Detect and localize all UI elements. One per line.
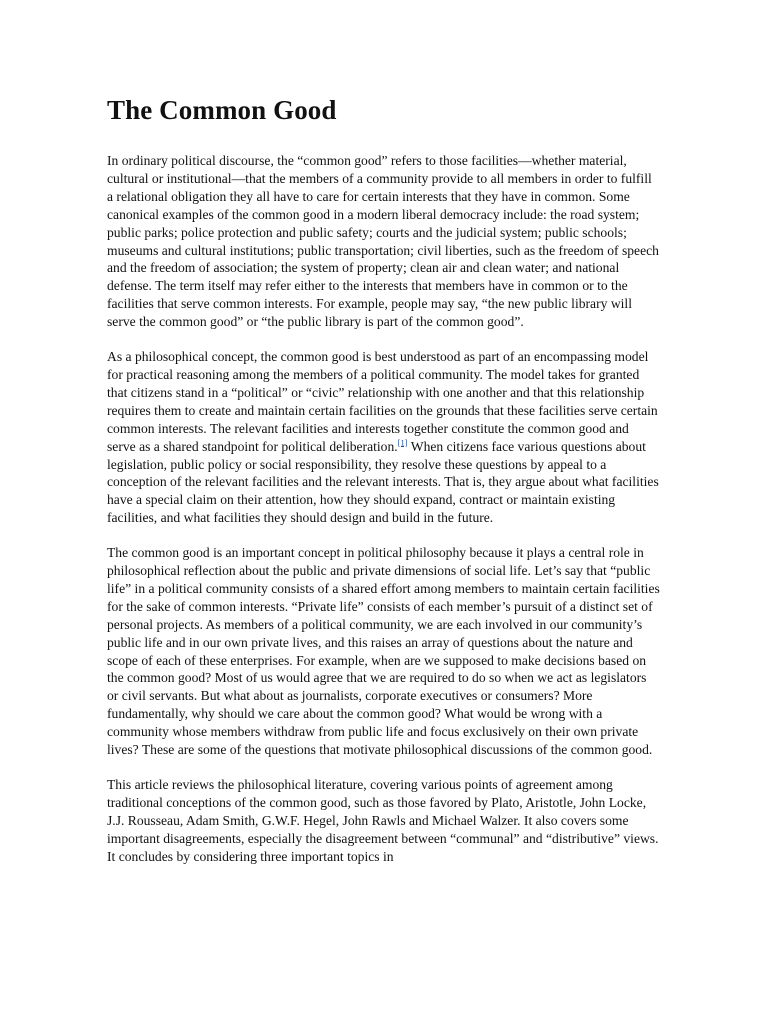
paragraph-importance: The common good is an important concept in political philosophy because it plays a central role in philosophical reflection about the public and private dimensions of social life. Let’s say that “public life” in a political community consists of a shared effort among members to maintain certain facilities for the sake of common interests. “Private life” consists of each member’s pursuit of a distinct set of personal projects. As members of a political community, we are each involved in our community’s public life and in our own private lives, and this raises an array of questions about the nature and scope of each of these enterprises. For example, when are we supposed to make decisions based on the common good? Most of us would agree that we are required to do so when we act as legislators or civil servants. But what about as journalists, corporate executives or consumers? More fundamentally, why should we care about the common good? What would be wrong with a community whose members withdraw from public life and focus exclusively on their own private lives? These are some of the questions that motivate philosophical discussions of the common good. <box>107 545 660 758</box>
footnote-superscript <box>398 437 408 447</box>
paragraph-text-before-footnote: As a philosophical concept, the common good is best understood as part of an encompassing model for practical reasoning among the members of a political community. The model takes for granted that citizens stand in a “political” or “civic” relationship with one another and that this relationship requires them to create and maintain certain facilities on the grounds that these facilities serve certain common interests. The relevant facilities and interests together constitute the common good and serve as a shared standpoint for political deliberation. <box>107 349 658 454</box>
footnote-link-1[interactable]: [1] <box>397 437 408 448</box>
paragraph-overview: This article reviews the philosophical literature, covering various points of agreement among traditional conceptions of the common good, such as those favored by Plato, Aristotle, John Locke, J.J. Rousseau, Adam Smith, G.W.F. Hegel, John Rawls and Michael Walzer. It also covers some important disagreements, especially the disagreement between “communal” and “distributive” views. It concludes by considering three important topics in <box>107 777 659 864</box>
document-page <box>107 92 660 883</box>
paragraph-philosophical-concept <box>107 348 660 527</box>
paragraph-text-after-footnote: When citizens face various questions about legislation, public policy or social responsibility, they resolve these questions by appeal to a conception of the relevant facilities and the relevant interests. That is, they argue about what facilities have a special claim on their attention, how they should expand, contract or maintain existing facilities, and what facilities they should design and build in the future. <box>107 438 659 526</box>
paragraph-intro: In ordinary political discourse, the “common good” refers to those facilities—whether material, cultural or institutional—that the members of a community provide to all members in order to fulfill a relational obligation they all have to care for certain interests that they have in common. Some canonical examples of the common good in a modern liberal democracy include: the road system; public parks; police protection and public safety; courts and the judicial system; public schools; museums and cultural institutions; public transportation; civil liberties, such as the freedom of speech and the freedom of association; the system of property; clean air and clean water; and national defense. The term itself may refer either to the interests that members have in common or to the facilities that serve common interests. For example, people may say, “the new public library will serve the common good” or “the public library is part of the common good”. <box>107 153 659 330</box>
page-title: The Common Good <box>107 95 337 125</box>
